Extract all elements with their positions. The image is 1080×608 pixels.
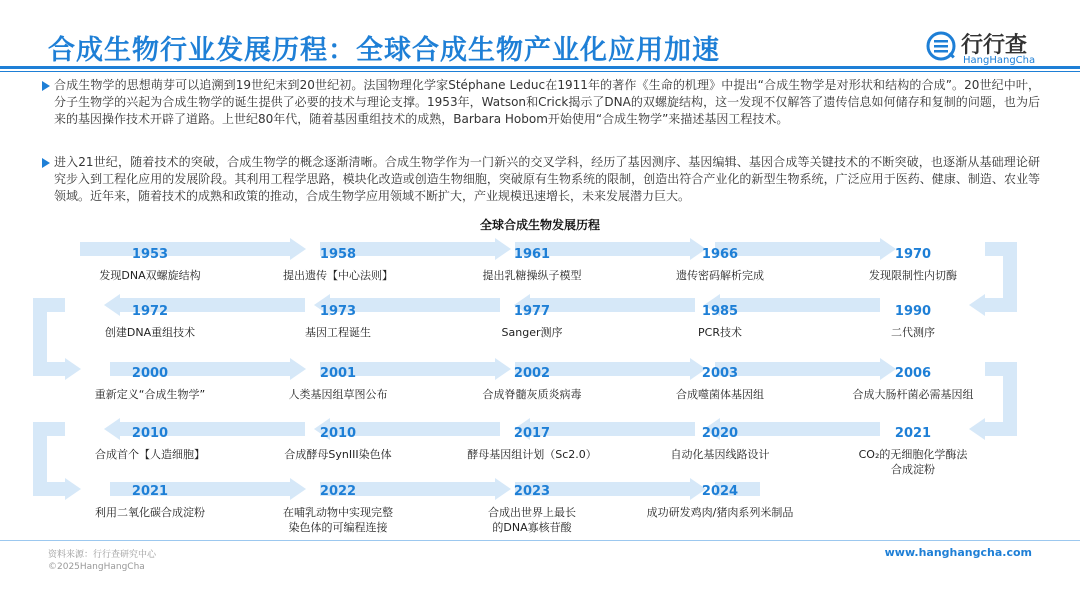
timeline-year: 2022 [319,484,357,499]
timeline-year: 1973 [319,304,357,319]
timeline-year: 2021 [894,426,932,441]
timeline-event: 在哺乳动物中实现完整 染色体的可编程连接 [283,506,393,534]
timeline-year: 2021 [131,484,169,499]
timeline-event: 合成出世界上最长 的DNA寡核苷酸 [488,506,576,534]
timeline-year: 2024 [701,484,739,499]
timeline-event: 提出遗传【中心法则】 [283,269,393,282]
timeline-event: 创建DNA重组技术 [104,326,196,339]
timeline-year: 2000 [131,366,169,381]
timeline-event: 基因工程诞生 [305,326,371,339]
timeline-year: 2002 [513,366,551,381]
timeline-year: 1958 [319,247,357,262]
timeline-event: 发现DNA双螺旋结构 [99,269,201,282]
timeline-year: 2017 [513,426,551,441]
timeline-event: Sanger测序 [501,326,563,339]
intro-paragraph-2: 进入21世纪，随着技术的突破，合成生物学的概念逐渐清晰。合成生物学作为一门新兴的交叉学科，经历了基因测序、基因编辑、基因合成等关键技术的不断突破，也逐渐从基础理论研究步入到工程化应用的发展阶段。其利用工程学思路，模块化改造或创造生物细胞，突破原有生物系统的限制，创造出符合产业化的新型生物系统，广泛应用于医药、健康、制造、农业等领域。近年来，随着技术的成熟和政策的推动，合成生物学应用领域不断扩大，产业规模迅速增长，未来发展潜力巨大。 [54,155,1040,203]
timeline-event: 发现限制性内切酶 [869,269,957,282]
timeline-year: 2010 [131,426,169,441]
timeline-year: 1966 [701,247,739,262]
timeline-event: 合成首个【人造细胞】 [95,448,205,461]
timeline-event: 二代测序 [891,326,935,339]
logo-name: 行行查 [961,33,1028,58]
source-note: 资料来源：行行查研究中心 [48,550,157,560]
timeline-year: 2023 [513,484,551,499]
timeline-year: 2020 [701,426,739,441]
timeline-year: 1985 [701,304,739,319]
timeline-year: 1961 [513,247,551,262]
timeline-year: 1953 [131,247,169,262]
timeline-year: 1990 [894,304,932,319]
timeline-event: 人类基因组草图公布 [288,388,388,401]
timeline-event: 遗传密码解析完成 [676,269,764,282]
timeline-event: PCR技术 [698,326,742,339]
timeline-year: 1972 [131,304,169,319]
timeline-event: 提出乳糖操纵子模型 [482,269,582,282]
timeline-event: 合成大肠杆菌必需基因组 [852,388,974,401]
intro-paragraph-1: 合成生物学的思想萌芽可以追溯到19世纪末到20世纪初。法国物理化学家Stéphane Leduc在1911年的著作《生命的机理》中提出“合成生物学是对形状和结构的合成”。20世纪中叶，分子生物学的兴起为合成生物学的诞生提供了必要的技术与理论支撑。1953年，Watson和Crick揭示了DNA的双螺旋结构，这一发现不仅解答了遗传信息如何储存和复制的问题，也为后来的基因操作技术开辟了道路。上世纪80年代，随着基因重组技术的成熟，Barbara Hobom开始使用“合成生物学”来描述基因工程技术。 [54,78,1040,126]
timeline-title: 全球合成生物发展历程 [479,218,600,232]
timeline-event: 合成酵母SynIII染色体 [284,448,392,461]
timeline-event: 酵母基因组计划（Sc2.0） [467,448,597,461]
timeline-event: 利用二氧化碳合成淀粉 [95,506,205,519]
logo-subtitle: HangHangCha [963,55,1036,66]
footer-rule [0,540,1080,541]
timeline-year: 2003 [701,366,739,381]
timeline-event: 重新定义“合成生物学” [94,388,206,401]
timeline-year: 1970 [894,247,932,262]
timeline-event: 合成噬菌体基因组 [676,388,764,401]
page-title: 合成生物行业发展历程：全球合成生物产业化应用加速 [48,35,720,66]
timeline-event: 自动化基因线路设计 [670,448,770,461]
website-link[interactable]: www.hanghangcha.com [884,546,1032,559]
timeline-event: 合成脊髓灰质炎病毒 [482,388,582,401]
timeline-year: 2001 [319,366,357,381]
timeline-event: CO₂的无细胞化学酶法 合成淀粉 [858,448,968,476]
timeline-year: 2006 [894,366,932,381]
timeline-event: 成功研发鸡肉/猪肉系列米制品 [646,506,794,519]
timeline-year: 2010 [319,426,357,441]
copyright: ©2025HangHangCha [48,562,145,572]
timeline-year: 1977 [513,304,551,319]
